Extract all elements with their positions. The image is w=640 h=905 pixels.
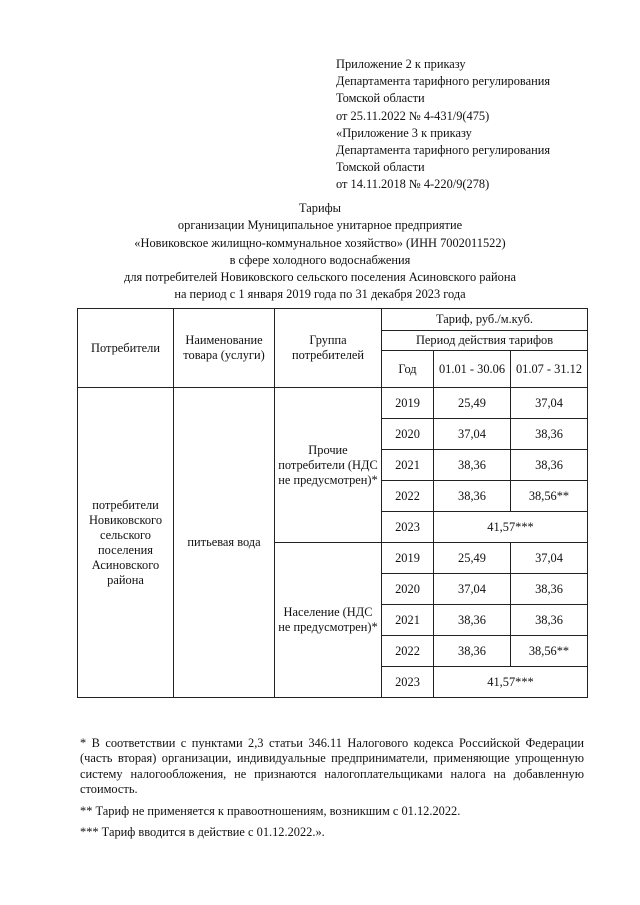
header-tariff: Тариф, руб./м.куб. (382, 309, 588, 331)
appendix-header (336, 56, 550, 194)
year-cell: 2020 (382, 419, 434, 450)
footnote-vat: * В соответствии с пунктами 2,3 статьи 346.11 Налогового кодекса Российской Федерации (часть вторая) организации, индивидуальные предприниматели, применяющие упрощенную систему налогообложения, не признаются налогоплательщиками налога на добавленную стоимость. (80, 736, 584, 797)
header-line: Томской области (336, 160, 425, 175)
header-line: Департамента тарифного регулирования (336, 74, 551, 89)
header-half2: 01.07 - 31.12 (511, 351, 588, 388)
title-line: Тарифы (299, 201, 341, 215)
title-line: «Новиковское жилищно-коммунальное хозяйство» (ИНН 7002011522) (134, 235, 506, 250)
tariff-cell: 38,36 (511, 419, 588, 450)
year-cell: 2022 (382, 636, 434, 667)
header-half1: 01.01 - 30.06 (434, 351, 511, 388)
header-year: Год (382, 351, 434, 388)
tariff-cell: 25,49 (434, 543, 511, 574)
year-cell: 2021 (382, 605, 434, 636)
goods-cell: питьевая вода (174, 388, 275, 698)
tariff-table (77, 308, 588, 698)
consumer-cell: потребители Новиковского сельского поселения Асиновского района (78, 388, 174, 698)
tariff-cell: 38,56** (511, 636, 588, 667)
year-cell: 2023 (382, 667, 434, 698)
tariff-cell: 37,04 (434, 574, 511, 605)
header-line: от 25.11.2022 № 4-431/9(475) (336, 108, 490, 123)
tariff-cell: 38,36 (434, 450, 511, 481)
year-cell: 2019 (382, 543, 434, 574)
header-group: Группа потребителей (275, 309, 382, 388)
year-cell: 2022 (382, 481, 434, 512)
title-line: организации Муниципальное унитарное предприятие (177, 218, 463, 233)
header-line: Департамента тарифного регулирования (336, 143, 551, 158)
tariff-cell: 37,04 (511, 543, 588, 574)
tariff-cell: 38,36 (434, 636, 511, 667)
header-goods: Наименование товара (услуги) (174, 309, 275, 388)
tariff-cell: 38,36 (434, 481, 511, 512)
year-cell: 2019 (382, 388, 434, 419)
tariff-cell: 37,04 (511, 388, 588, 419)
header-line: Томской области (336, 91, 425, 106)
tariff-cell: 38,36 (434, 605, 511, 636)
title-line: для потребителей Новиковского сельского поселения Асиновского района (124, 270, 516, 285)
title-line: на период с 1 января 2019 года по 31 декабря 2023 года (174, 287, 466, 302)
year-cell: 2021 (382, 450, 434, 481)
header-line: Приложение 2 к приказу (336, 57, 466, 71)
year-cell: 2023 (382, 512, 434, 543)
group-cell-population: Население (НДС не предусмотрен)* (275, 543, 382, 698)
tariff-cell: 37,04 (434, 419, 511, 450)
header-period: Период действия тарифов (382, 331, 588, 351)
tariff-cell-full-year: 41,57*** (434, 667, 588, 698)
footnote-effective-date: *** Тариф вводится в действие с 01.12.2022.». (80, 825, 325, 840)
tariff-cell: 25,49 (434, 388, 511, 419)
header-line: «Приложение 3 к приказу (336, 125, 472, 140)
footnote-not-applied: ** Тариф не применяется к правоотношениям, возникшим с 01.12.2022. (80, 803, 461, 818)
header-consumers: Потребители (78, 309, 174, 388)
tariff-cell-full-year: 41,57*** (434, 512, 588, 543)
table-row (78, 388, 588, 419)
tariff-cell: 38,36 (511, 605, 588, 636)
document-title (0, 200, 640, 304)
footnotes (80, 736, 584, 840)
group-cell-other: Прочие потребители (НДС не предусмотрен)* (275, 388, 382, 543)
year-cell: 2020 (382, 574, 434, 605)
tariff-cell: 38,36 (511, 450, 588, 481)
tariff-cell: 38,56** (511, 481, 588, 512)
header-line: от 14.11.2018 № 4-220/9(278) (336, 177, 490, 192)
tariff-cell: 38,36 (511, 574, 588, 605)
title-line: в сфере холодного водоснабжения (229, 252, 411, 267)
